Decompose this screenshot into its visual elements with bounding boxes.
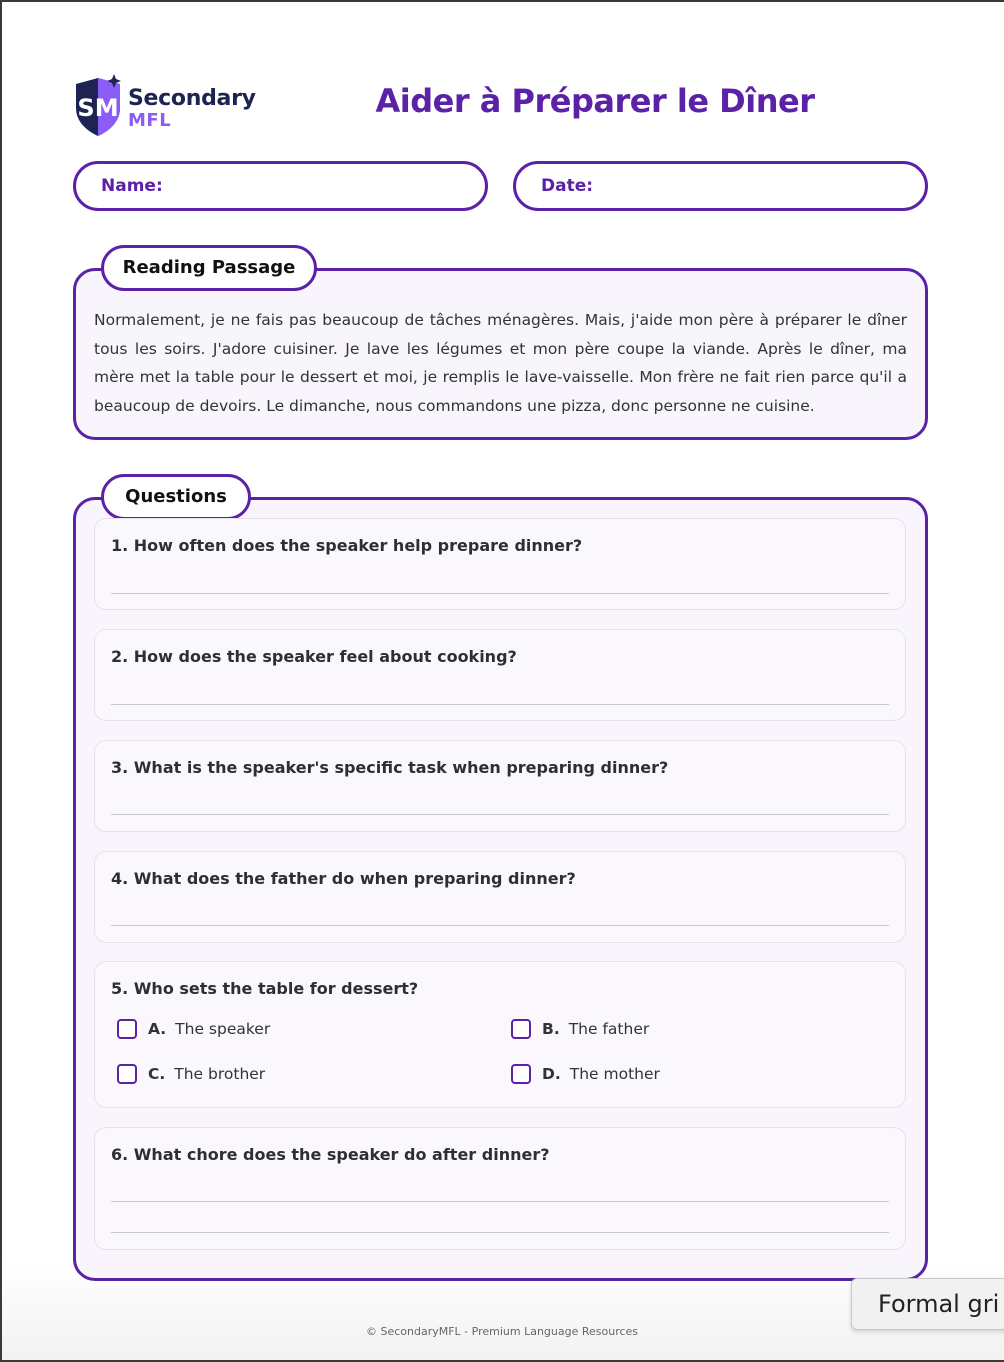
answer-line[interactable] <box>111 1232 889 1233</box>
question-text: 4. What does the father do when preparing dinner? <box>111 869 576 888</box>
question-card-4 <box>94 851 906 943</box>
name-label: Name: <box>101 176 163 196</box>
reading-passage-text: Normalement, je ne fais pas beaucoup de tâches ménagères. Mais, j'aide mon père à préparer le dîner tous les soirs. J'adore cuisiner. Je lave les légumes et mon père coupe la viande. Après le dîner, ma mère met la table pour le dessert et moi, je remplis le lave-vaisselle. Mon frère ne fait rien parce qu'il a beaucoup de devoirs. Le dimanche, nous commandons une pizza, donc personne ne cuisine. <box>94 311 907 415</box>
question-card-1 <box>94 518 906 610</box>
worksheet-title: Aider à Préparer le Dîner <box>375 82 815 120</box>
footer-copyright: © SecondaryMFL - Premium Language Resources <box>365 1325 639 1338</box>
checkbox-a[interactable] <box>117 1019 137 1039</box>
option-letter: D. <box>542 1065 561 1083</box>
question-card-2 <box>94 629 906 721</box>
answer-line[interactable] <box>111 814 889 815</box>
logo-wordmark-mfl: MFL <box>128 110 172 131</box>
option-label: The father <box>568 1020 650 1038</box>
formal-grid-popup[interactable]: Formal gri <box>851 1278 1004 1330</box>
questions-heading: Questions <box>101 474 251 520</box>
option-c[interactable] <box>117 1062 265 1086</box>
option-label: The speaker <box>175 1020 271 1038</box>
option-d[interactable] <box>511 1062 660 1086</box>
question-card-6 <box>94 1127 906 1250</box>
question-text: 5. Who sets the table for dessert? <box>111 979 419 998</box>
question-text: 2. How does the speaker feel about cooking? <box>111 647 517 666</box>
option-label: The brother <box>174 1065 266 1083</box>
checkbox-d[interactable] <box>511 1064 531 1084</box>
answer-line[interactable] <box>111 1201 889 1202</box>
date-field[interactable] <box>513 161 928 211</box>
option-letter: C. <box>148 1065 166 1083</box>
logo-wordmark-secondary: Secondary <box>128 86 256 111</box>
date-label: Date: <box>541 176 594 196</box>
option-label: The mother <box>569 1065 660 1083</box>
option-a[interactable] <box>117 1017 270 1041</box>
question-card-3 <box>94 740 906 832</box>
option-letter: A. <box>148 1020 167 1038</box>
answer-line[interactable] <box>111 704 889 705</box>
answer-line[interactable] <box>111 593 889 594</box>
secondary-mfl-logo <box>74 74 264 138</box>
question-text: 1. How often does the speaker help prepare dinner? <box>111 536 583 555</box>
option-letter: B. <box>542 1020 560 1038</box>
question-text: 6. What chore does the speaker do after dinner? <box>111 1145 550 1164</box>
question-card-5 <box>94 961 906 1108</box>
answer-line[interactable] <box>111 925 889 926</box>
option-b[interactable] <box>511 1017 649 1041</box>
checkbox-c[interactable] <box>117 1064 137 1084</box>
question-text: 3. What is the speaker's specific task when preparing dinner? <box>111 758 669 777</box>
reading-passage-heading: Reading Passage <box>101 245 317 291</box>
logo-monogram: SM <box>77 94 119 122</box>
name-field[interactable] <box>73 161 488 211</box>
shield-logo-icon <box>74 74 130 138</box>
checkbox-b[interactable] <box>511 1019 531 1039</box>
